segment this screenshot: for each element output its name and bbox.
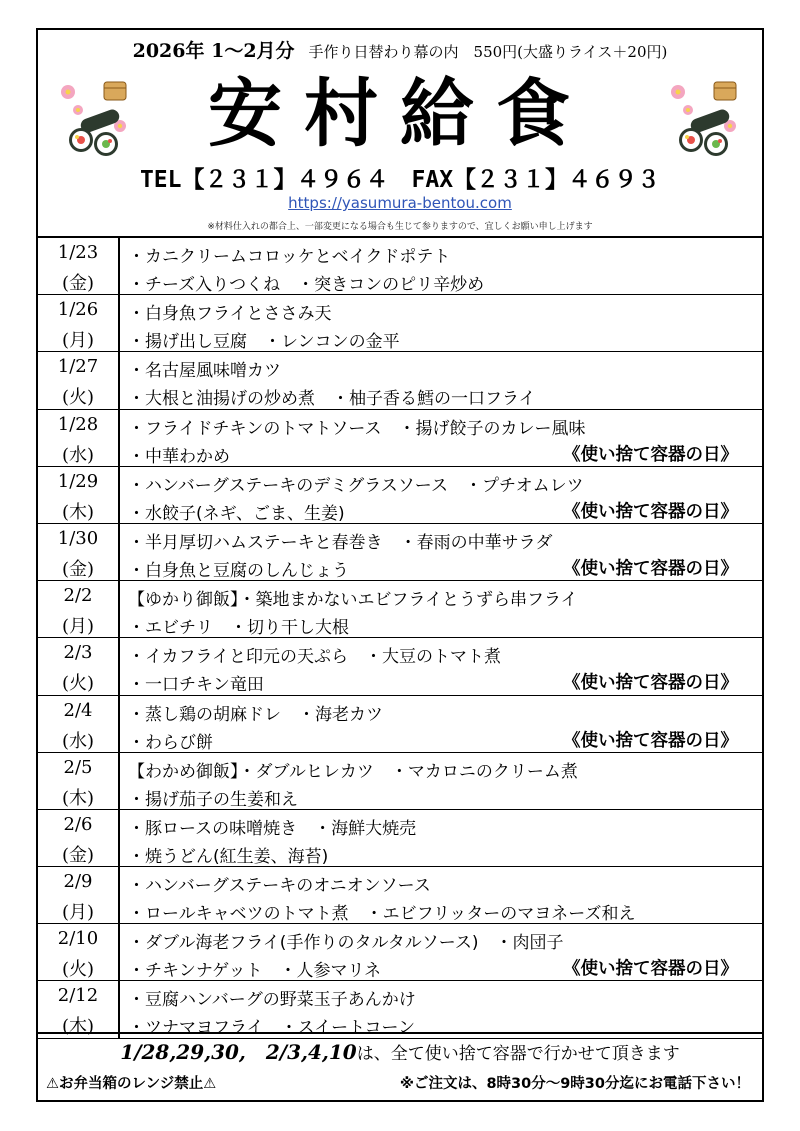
menu-date: 1/28 xyxy=(57,413,99,435)
menu-item-line1: 【ゆかり御飯】・築地まかないエビフライとうずら串フライ xyxy=(128,590,578,611)
menu-item-line1: ・蒸し鶏の胡麻ドレ ・海老カツ xyxy=(128,704,383,725)
menu-item-line1: ・ダブル海老フライ(手作りのタルタルソース) ・肉団子 xyxy=(128,933,564,954)
menu-row xyxy=(38,753,762,810)
menu-weekday: (木) xyxy=(61,787,95,809)
menu-item-line1: ・白身魚フライとささみ天 xyxy=(128,304,332,325)
menu-date-cell xyxy=(38,638,120,694)
menu-date-cell xyxy=(38,467,120,523)
subtitle: 手作り日替わり幕の内 550円(大盛りライス＋20円) xyxy=(308,43,668,61)
sushi-roll-icon xyxy=(668,78,740,158)
menu-items-cell xyxy=(128,581,756,637)
disposable-dates: 1/28,29,30, 2/3,4,10 xyxy=(120,1040,357,1064)
menu-row xyxy=(38,467,762,524)
menu-items-cell xyxy=(128,810,756,866)
menu-date-cell xyxy=(38,295,120,351)
disposable-container-badge: 《使い捨て容器の日》 xyxy=(563,673,738,694)
menu-date: 2/6 xyxy=(63,813,93,835)
menu-items-cell xyxy=(128,352,756,408)
menu-item-line2: ・わらび餅 xyxy=(128,732,213,753)
menu-item-line1: ・ハンバーグステーキのデミグラスソース ・プチオムレツ xyxy=(128,475,584,496)
disclaimer-note: ※材料仕入れの都合上、一部変更になる場合も生じて参りますので、宜しくお願い申し上げます xyxy=(207,222,593,232)
menu-date: 1/30 xyxy=(57,527,99,549)
header xyxy=(38,30,762,236)
menu-item-line2: ・大根と油揚げの炒め煮 ・柚子香る鱈の一口フライ xyxy=(128,389,536,410)
menu-weekday: (金) xyxy=(61,558,95,580)
menu-item-line2: ・一口チキン竜田 xyxy=(128,675,264,696)
footer-notice xyxy=(38,1036,762,1065)
menu-item-line2: ・ツナマヨフライ ・スイートコーン xyxy=(128,1018,416,1039)
menu-date: 2/2 xyxy=(63,585,93,607)
menu-weekday: (月) xyxy=(61,330,95,352)
menu-row xyxy=(38,238,762,295)
menu-weekday: (火) xyxy=(61,387,95,409)
menu-date: 1/23 xyxy=(57,242,99,263)
menu-item-line2: ・中華わかめ xyxy=(128,446,230,467)
menu-row xyxy=(38,696,762,753)
menu-item-line2: ・水餃子(ネギ、ごま、生姜) xyxy=(128,503,345,524)
website-link[interactable] xyxy=(38,194,762,212)
menu-row xyxy=(38,581,762,638)
disposable-container-badge: 《使い捨て容器の日》 xyxy=(563,501,738,522)
menu-row xyxy=(38,352,762,409)
disposable-container-badge: 《使い捨て容器の日》 xyxy=(563,730,738,751)
menu-items-cell xyxy=(128,238,756,294)
menu-item-line2: ・揚げ出し豆腐 ・レンコンの金平 xyxy=(128,332,400,353)
menu-row xyxy=(38,867,762,924)
menu-row xyxy=(38,810,762,867)
menu-item-line1: ・カニクリームコロッケとベイクドポテト xyxy=(128,247,451,267)
period-label: 2026年 1〜2月分 xyxy=(132,40,295,62)
phone-fax: TEL【２３１】４９６４ FAX【２３１】４６９３ xyxy=(139,167,661,193)
menu-weekday: (金) xyxy=(61,844,95,866)
menu-items-cell xyxy=(128,981,756,1037)
menu-item-line1: ・名古屋風味噌カツ xyxy=(128,361,281,382)
menu-date-cell xyxy=(38,524,120,580)
menu-items-cell xyxy=(128,753,756,809)
menu-item-line2: ・エビチリ ・切り干し大根 xyxy=(128,618,349,639)
menu-row xyxy=(38,410,762,467)
disposable-container-badge: 《使い捨て容器の日》 xyxy=(563,558,738,579)
menu-item-line1: 【わかめ御飯】・ダブルヒレカツ ・マカロニのクリーム煮 xyxy=(128,761,578,782)
menu-item-line2: ・ロールキャベツのトマト煮 ・エビフリッターのマヨネーズ和え xyxy=(128,904,636,925)
menu-date: 1/27 xyxy=(57,356,99,378)
menu-row xyxy=(38,524,762,581)
menu-date-cell xyxy=(38,924,120,980)
menu-weekday: (木) xyxy=(61,1016,95,1038)
menu-item-line1: ・ハンバーグステーキのオニオンソース xyxy=(128,876,431,897)
footer-info xyxy=(46,1072,754,1093)
disposable-container-badge: 《使い捨て容器の日》 xyxy=(563,959,738,980)
menu-date: 2/12 xyxy=(57,985,99,1007)
menu-weekday: (水) xyxy=(61,444,95,466)
menu-date: 1/26 xyxy=(57,299,99,321)
restaurant-title: 安村給食 xyxy=(208,71,592,157)
menu-weekday: (金) xyxy=(61,273,95,294)
menu-row xyxy=(38,981,762,1038)
menu-date: 2/9 xyxy=(63,871,93,893)
menu-date: 2/10 xyxy=(57,928,99,950)
menu-date-cell xyxy=(38,410,120,466)
menu-item-line2: ・チキンナゲット ・人参マリネ xyxy=(128,961,382,982)
menu-weekday: (木) xyxy=(61,501,95,523)
menu-weekday: (月) xyxy=(61,616,95,638)
disposable-container-badge: 《使い捨て容器の日》 xyxy=(563,444,738,465)
menu-date-cell xyxy=(38,981,120,1037)
menu-weekday: (火) xyxy=(61,673,95,695)
menu-item-line2: ・チーズ入りつくね ・突きコンのピリ辛炒め xyxy=(128,275,485,295)
menu-item-line2: ・揚げ茄子の生姜和え xyxy=(128,789,298,810)
menu-items-cell xyxy=(128,867,756,923)
menu-date-cell xyxy=(38,352,120,408)
menu-item-line1: ・イカフライと印元の天ぷら ・大豆のトマト煮 xyxy=(128,647,501,668)
menu-item-line1: ・半月厚切ハムステーキと春巻き ・春雨の中華サラダ xyxy=(128,532,553,553)
menu-date-cell xyxy=(38,810,120,866)
menu-row xyxy=(38,295,762,352)
menu-item-line1: ・豆腐ハンバーグの野菜玉子あんかけ xyxy=(128,990,416,1011)
menu-row xyxy=(38,924,762,981)
menu-item-line2: ・焼うどん(紅生姜、海苔) xyxy=(128,846,329,867)
menu-date-cell xyxy=(38,696,120,752)
menu-row xyxy=(38,638,762,695)
menu-weekday: (月) xyxy=(61,902,95,924)
microwave-warning: ⚠お弁当箱のレンジ禁止⚠ xyxy=(46,1076,217,1092)
order-hours-note: ※ご注文は、8時30分〜9時30分迄にお電話下さい！ xyxy=(399,1076,750,1092)
menu-date: 2/5 xyxy=(63,756,93,778)
menu-weekday: (水) xyxy=(61,730,95,752)
website-link-text[interactable]: https://yasumura-bentou.com xyxy=(288,194,512,212)
menu-date: 2/4 xyxy=(63,699,93,721)
menu-sheet xyxy=(36,28,764,1102)
menu-date-cell xyxy=(38,581,120,637)
menu-item-line2: ・白身魚と豆腐のしんじょう xyxy=(128,560,349,581)
menu-date: 1/29 xyxy=(57,470,99,492)
menu-item-line1: ・フライドチキンのトマトソース ・揚げ餃子のカレー風味 xyxy=(128,418,586,439)
header-top-line xyxy=(38,36,762,63)
menu-weekday: (火) xyxy=(61,959,95,981)
footer-divider xyxy=(38,1032,762,1034)
menu-date-cell xyxy=(38,753,120,809)
menu-table xyxy=(38,236,762,1039)
menu-items-cell xyxy=(128,295,756,351)
menu-date-cell xyxy=(38,238,120,294)
menu-date-cell xyxy=(38,867,120,923)
menu-item-line1: ・豚ロースの味噌焼き ・海鮮大焼売 xyxy=(128,818,417,839)
menu-date: 2/3 xyxy=(63,642,93,664)
disposable-notice: は、全て使い捨て容器で行かせて頂きます xyxy=(356,1044,680,1064)
